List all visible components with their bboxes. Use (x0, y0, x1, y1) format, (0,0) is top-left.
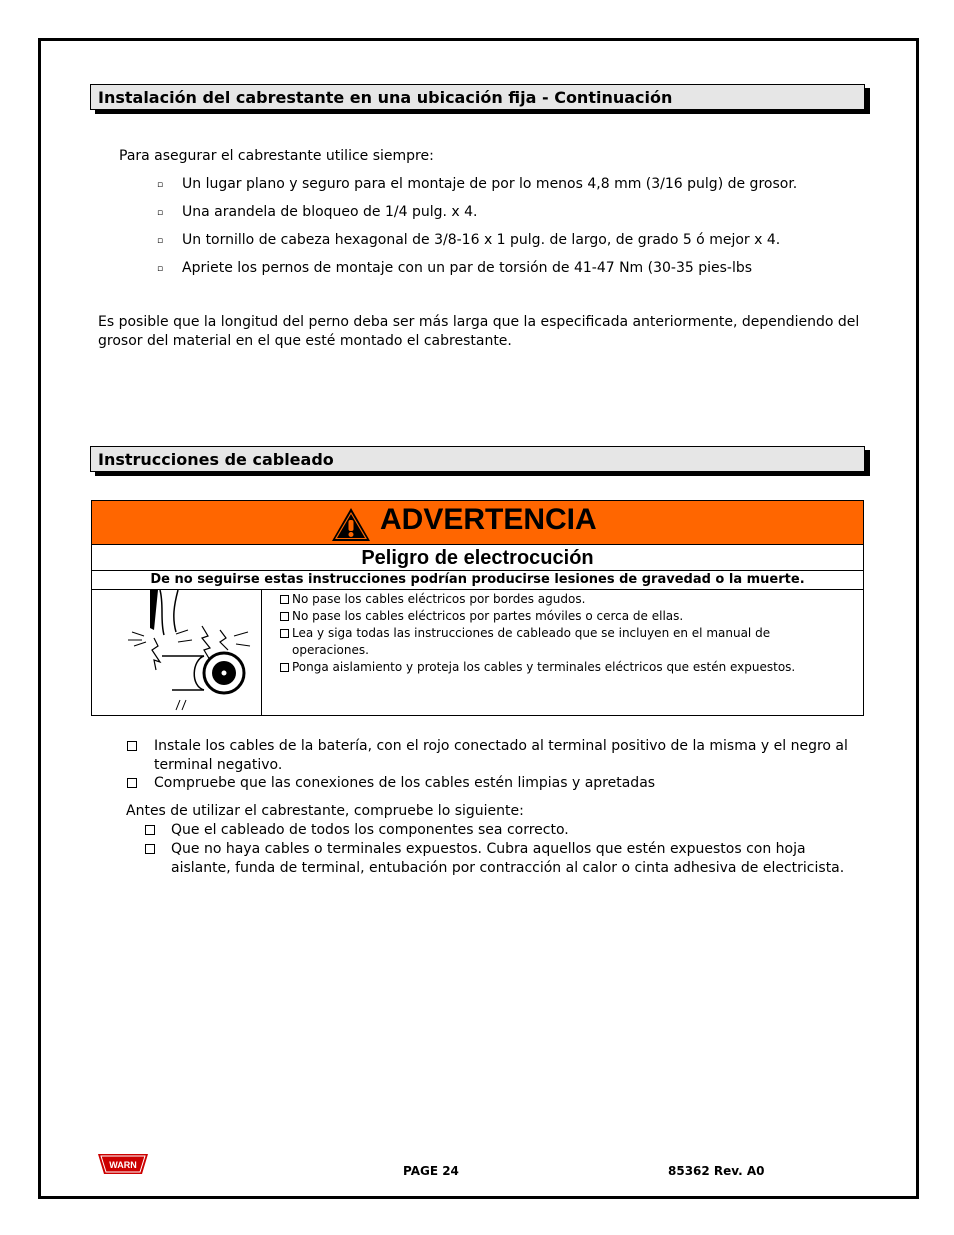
warning-item: Ponga aislamiento y proteja los cables y terminales eléctricos que estén expuestos. (276, 659, 856, 676)
checkbox-icon (280, 612, 289, 621)
section-title: Instrucciones de cableado (98, 450, 334, 469)
step-2: Compruebe que las conexiones de los cables estén limpias y apretadas (154, 775, 656, 791)
warning-banner (92, 501, 863, 545)
section-header-wiring (90, 446, 865, 472)
checkbox-icon (145, 844, 155, 854)
check-intro: Antes de utilizar el cabrestante, compruebe lo siguiente: (126, 803, 524, 819)
bullet-marker: ▫ (157, 264, 164, 274)
warning-item: No pase los cables eléctricos por partes móviles o cerca de ellas. (276, 608, 856, 625)
list-item: Apriete los pernos de montaje con un par de torsión de 41-47 Nm (30-35 pies-lbs (182, 260, 753, 276)
warning-item: Lea y siga todas las instrucciones de cableado que se incluyen en el manual de operaciones. (276, 625, 792, 659)
warning-title: ADVERTENCIA (380, 503, 597, 536)
note-line-2: grosor del material en el que esté montado el cabrestante. (98, 333, 512, 349)
note-line-1: Es posible que la longitud del perno deba ser más larga que la especificada anteriormente, dependiendo del (98, 314, 860, 330)
page-number: PAGE 24 (403, 1164, 459, 1178)
electrocution-illustration (92, 590, 262, 715)
intro-text: Para asegurar el cabrestante utilice siempre: (119, 148, 434, 164)
list-item: Un lugar plano y seguro para el montaje de por lo menos 4,8 mm (3/16 pulg) de grosor. (182, 176, 798, 192)
check-1: Que el cableado de todos los componentes sea correcto. (171, 822, 569, 838)
document-revision: 85362 Rev. A0 (668, 1164, 765, 1178)
step-1-line-2: terminal negativo. (154, 757, 283, 773)
bullet-marker: ▫ (157, 236, 164, 246)
warning-list (276, 591, 856, 676)
section-header-fixed-installation (90, 84, 865, 110)
svg-text:WARN: WARN (109, 1160, 137, 1170)
checkbox-icon (145, 825, 155, 835)
electrocution-hazard-icon (92, 590, 261, 715)
warning-item: No pase los cables eléctricos por bordes agudos. (276, 591, 856, 608)
bullet-marker: ▫ (157, 208, 164, 218)
warning-triangle-icon (330, 505, 372, 543)
consequence-text: De no seguirse estas instrucciones podrían producirse lesiones de gravedad o la muerte. (92, 571, 863, 590)
checkbox-icon (280, 595, 289, 604)
check-2-line-1: Que no haya cables o terminales expuestos. Cubra aquellos que estén expuestos con hoja (171, 841, 806, 857)
section-title: Instalación del cabrestante en una ubicación fija - Continuación (98, 88, 673, 107)
list-item: Una arandela de bloqueo de 1/4 pulg. x 4. (182, 204, 478, 220)
list-item: Un tornillo de cabeza hexagonal de 3/8-16 x 1 pulg. de largo, de grado 5 ó mejor x 4. (182, 232, 781, 248)
hazard-title: Peligro de electrocución (92, 545, 863, 571)
step-1-line-1: Instale los cables de la batería, con el rojo conectado al terminal positivo de la misma y el negro al (154, 738, 848, 754)
checkbox-icon (127, 741, 137, 751)
checkbox-icon (280, 663, 289, 672)
bullet-marker: ▫ (157, 180, 164, 190)
checkbox-icon (280, 629, 289, 638)
warning-box (91, 500, 864, 716)
checkbox-icon (127, 778, 137, 788)
check-2-line-2: aislante, funda de terminal, entubación por contracción al calor o cinta adhesiva de electricista. (171, 860, 845, 876)
warn-logo (98, 1152, 148, 1176)
